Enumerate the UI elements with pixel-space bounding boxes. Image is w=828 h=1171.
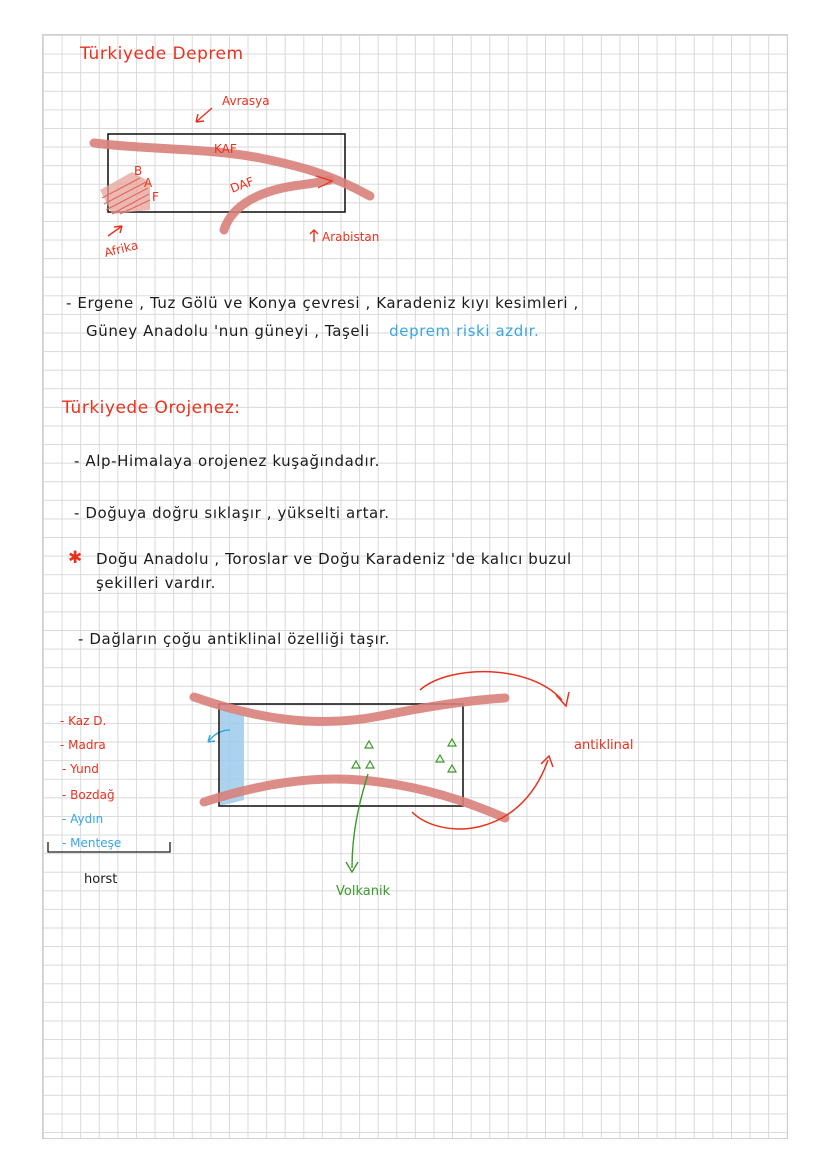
label-africa: Afrika: [102, 238, 140, 260]
horst-item: - Menteşe: [62, 836, 122, 850]
glacier-line-2: şekilleri vardır.: [96, 574, 216, 592]
label-waf-a: A: [144, 176, 153, 190]
label-eaf: DAF: [228, 174, 256, 196]
horst-item: - Yund: [62, 762, 99, 776]
anticline-top-arrow-head-icon: [556, 692, 569, 706]
label-waf-f: F: [152, 190, 159, 204]
section-title-orogeny: Türkiyede Orojenez:: [62, 398, 241, 418]
horst-item: - Kaz D.: [60, 714, 107, 728]
horst-item: - Madra: [60, 738, 106, 752]
volcano-triangles-icon: [352, 739, 456, 772]
section-title-earthquake: Türkiyede Deprem: [80, 44, 244, 64]
orogeny-bullet-1: - Alp-Himalaya orojenez kuşağındadır.: [74, 452, 381, 470]
horst-item: - Aydın: [62, 812, 104, 826]
glacier-line-1: Doğu Anadolu , Toroslar ve Doğu Karadeniz 'de kalıcı buzul: [96, 550, 572, 568]
earthquake-line-2-text: Güney Anadolu 'nun güneyi , Taşeli: [86, 322, 370, 340]
label-anticline: antiklinal: [574, 738, 634, 753]
volcanic-pointer-arrow: [352, 774, 368, 868]
south-fold-band: [204, 779, 505, 818]
star-icon: ✱: [68, 548, 83, 568]
label-waf-b: B: [134, 164, 143, 178]
label-horst: horst: [84, 872, 118, 887]
label-volcanic: Volkanik: [336, 884, 391, 899]
low-risk-highlight: deprem riski azdır.: [389, 322, 540, 340]
orogeny-bullet-2: - Doğuya doğru sıklaşır , yükselti artar.: [74, 504, 390, 522]
orogeny-bullet-3: - Dağların çoğu antiklinal özelliği taşır.: [78, 630, 391, 648]
horst-item: - Bozdağ: [62, 788, 115, 802]
label-naf: KAF: [214, 142, 237, 156]
label-arabia: Arabistan: [322, 230, 380, 244]
earthquake-line-1: - Ergene , Tuz Gölü ve Konya çevresi , Karadeniz kıyı kesimleri ,: [66, 294, 579, 312]
label-eurasia: Avrasya: [222, 94, 270, 108]
